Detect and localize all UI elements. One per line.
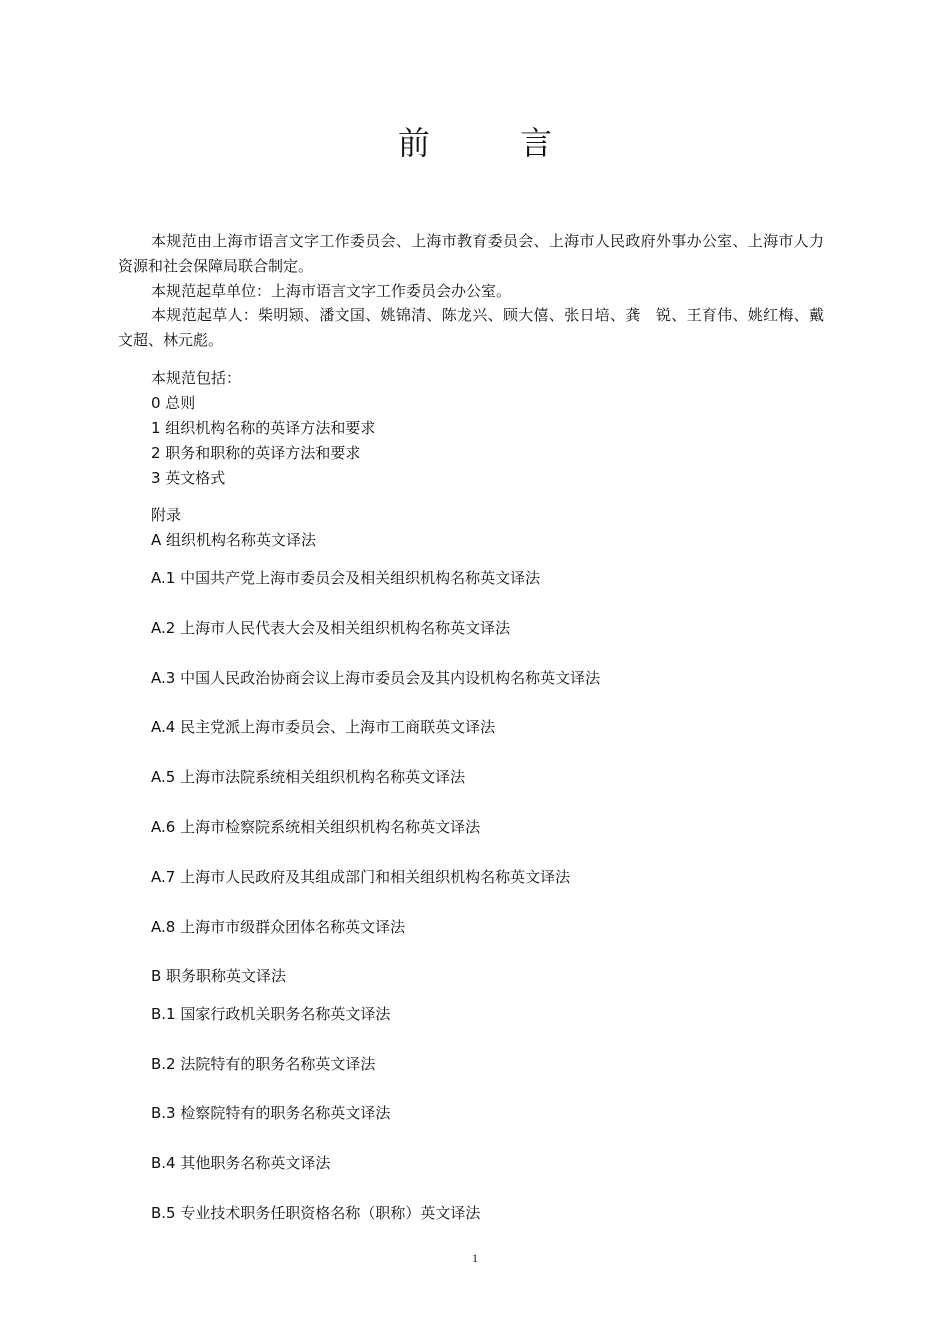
section-item: 2 职务和职称的英译方法和要求 xyxy=(151,444,361,462)
appendix-a-item: A.4 民主党派上海市委员会、上海市工商联英文译法 xyxy=(151,718,496,736)
appendix-a-heading: A 组织机构名称英文译法 xyxy=(151,531,317,549)
appendix-a-item: A.5 上海市法院系统相关组织机构名称英文译法 xyxy=(151,768,466,786)
section-item: 0 总则 xyxy=(151,394,196,412)
appendix-b-item: B.3 检察院特有的职务名称英文译法 xyxy=(151,1104,391,1122)
appendix-b-item: B.2 法院特有的职务名称英文译法 xyxy=(151,1055,376,1073)
appendix-label: 附录 xyxy=(151,506,182,524)
page-title: 前 言 xyxy=(397,124,593,162)
contents-intro: 本规范包括： xyxy=(151,369,242,387)
page-number: 1 xyxy=(472,1251,478,1265)
appendix-a-item: A.1 中国共产党上海市委员会及相关组织机构名称英文译法 xyxy=(151,569,541,587)
appendix-b-item: B.5 专业技术职务任职资格名称（职称）英文译法 xyxy=(151,1204,481,1222)
appendix-a-item: A.7 上海市人民政府及其组成部门和相关组织机构名称英文译法 xyxy=(151,868,571,886)
appendix-a-item: A.8 上海市市级群众团体名称英文译法 xyxy=(151,918,406,936)
appendix-b-item: B.4 其他职务名称英文译法 xyxy=(151,1154,331,1172)
paragraph-authors-org: 本规范由上海市语言文字工作委员会、上海市教育委员会、上海市人民政府外事办公室、上海市人力资源和社会保障局联合制定。 xyxy=(118,232,824,275)
section-item: 3 英文格式 xyxy=(151,469,226,487)
appendix-b-item: B.1 国家行政机关职务名称英文译法 xyxy=(151,1005,391,1023)
appendix-a-item: A.6 上海市检察院系统相关组织机构名称英文译法 xyxy=(151,818,481,836)
paragraph-drafters: 本规范起草人：柴明颎、潘文国、姚锦清、陈龙兴、顾大僖、张日培、龚 锐、王育伟、姚红梅、戴文超、林元彪。 xyxy=(118,306,824,349)
paragraph-drafting-unit: 本规范起草单位：上海市语言文字工作委员会办公室。 xyxy=(151,282,512,300)
appendix-b-heading: B 职务职称英文译法 xyxy=(151,967,287,985)
section-item: 1 组织机构名称的英译方法和要求 xyxy=(151,419,376,437)
appendix-a-item: A.3 中国人民政治协商会议上海市委员会及其内设机构名称英文译法 xyxy=(151,669,601,687)
appendix-a-item: A.2 上海市人民代表大会及相关组织机构名称英文译法 xyxy=(151,619,511,637)
